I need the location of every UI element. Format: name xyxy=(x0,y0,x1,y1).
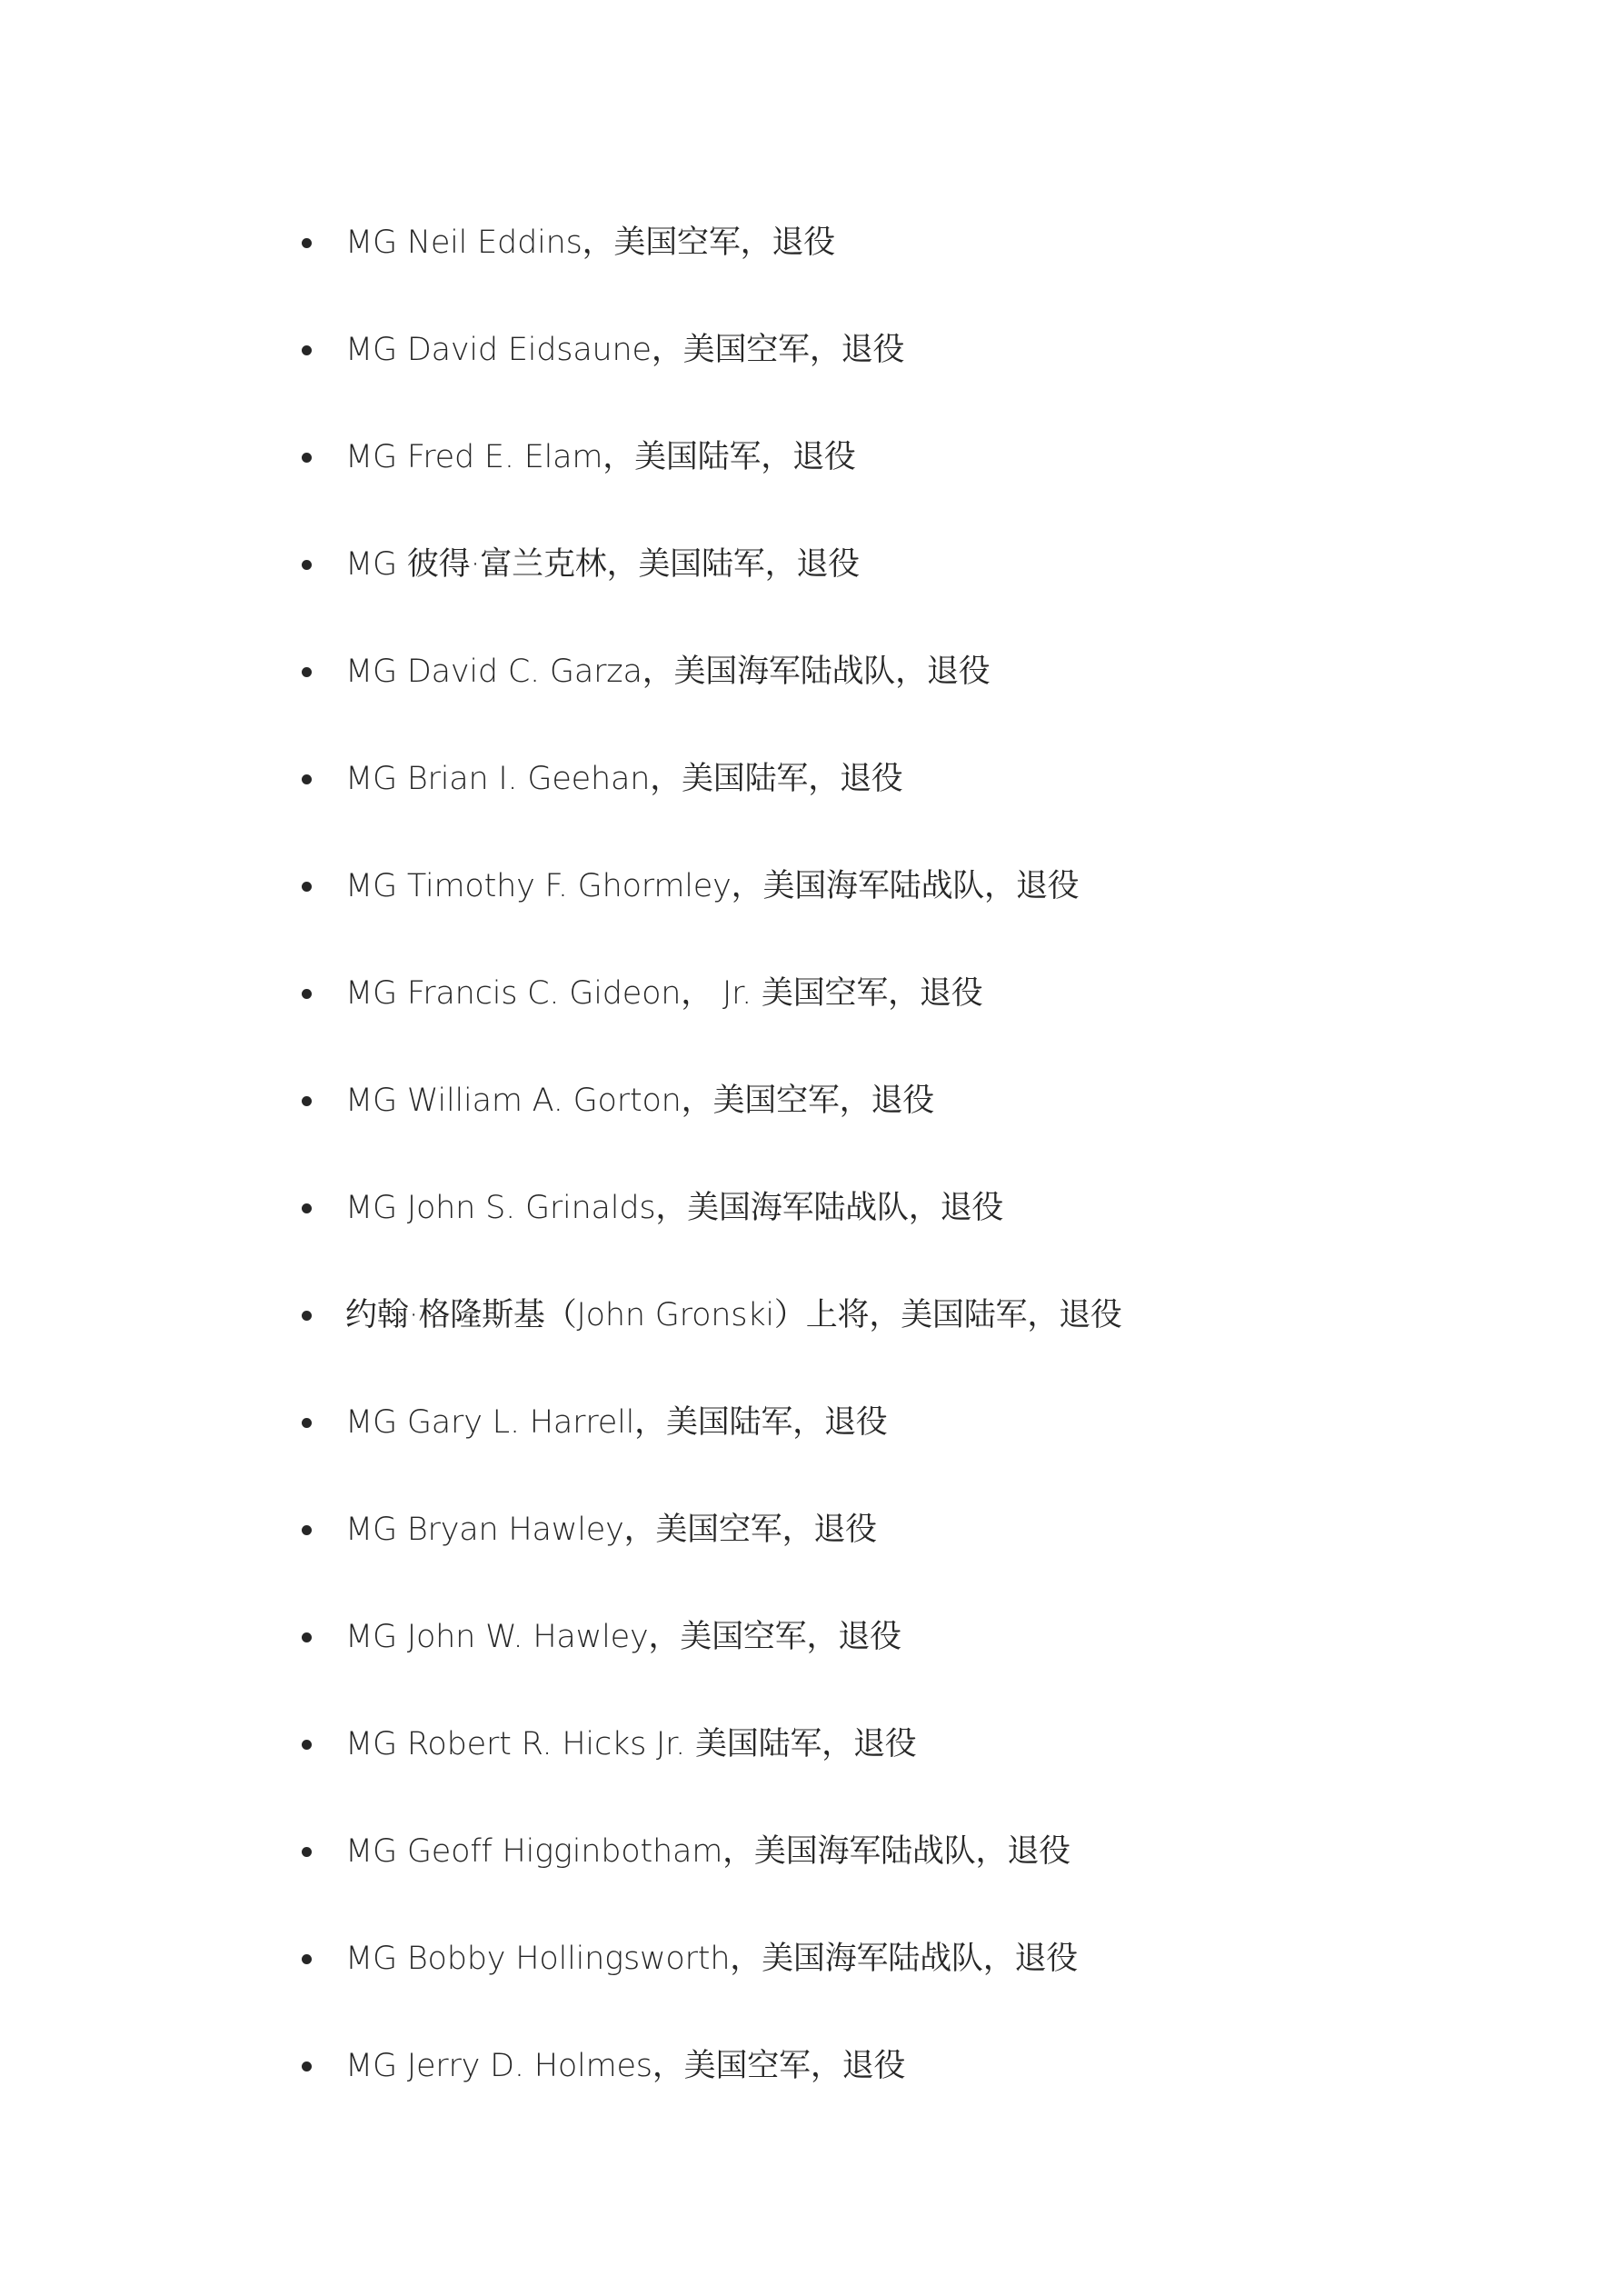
list-item-text: MG Jerry D. Holmes，美国空军，退役 xyxy=(345,2048,906,2084)
bullet-icon xyxy=(302,1203,312,1213)
list-item xyxy=(302,1611,1483,1718)
list-item xyxy=(302,1074,1483,1182)
bullet-icon xyxy=(302,1954,312,1964)
list-item xyxy=(302,860,1483,967)
list-item xyxy=(302,538,1483,645)
list-item xyxy=(302,1932,1483,2040)
list-item xyxy=(302,1396,1483,1503)
bullet-icon xyxy=(302,453,312,463)
list-item-text: MG David Eidsaune，美国空军，退役 xyxy=(345,332,905,368)
list-item-text: MG Neil Eddins，美国空军，退役 xyxy=(345,225,836,261)
bullet-icon xyxy=(302,345,312,355)
bullet-icon xyxy=(302,1525,312,1535)
bullet-icon xyxy=(302,560,312,570)
list-item-text: MG Bryan Hawley，美国空军，退役 xyxy=(345,1512,877,1548)
bullet-icon xyxy=(302,1632,312,1642)
bullet-icon xyxy=(302,667,312,677)
list-item-text: MG William A. Gorton，美国空军，退役 xyxy=(345,1083,935,1119)
list-item xyxy=(302,753,1483,860)
bullet-icon xyxy=(302,1096,312,1106)
bullet-icon xyxy=(302,238,312,248)
list-item xyxy=(302,1825,1483,1932)
list-item-text: MG Bobby Hollingsworth，美国海军陆战队，退役 xyxy=(345,1941,1079,1977)
list-item xyxy=(302,967,1483,1074)
list-item-text: MG Francis C. Gideon， Jr. 美国空军，退役 xyxy=(345,975,983,1012)
list-item xyxy=(302,216,1483,324)
list-item xyxy=(302,1718,1483,1825)
list-item-text: MG Gary L. Harrell，美国陆军，退役 xyxy=(345,1404,888,1441)
list-item-text: MG John S. Grinalds，美国海军陆战队，退役 xyxy=(345,1190,1004,1226)
list-item xyxy=(302,431,1483,538)
list-item-text: MG Timothy F. Ghormley，美国海军陆战队，退役 xyxy=(345,868,1080,904)
list-item-text: MG John W. Hawley，美国空军，退役 xyxy=(345,1619,901,1655)
bullet-icon xyxy=(302,2061,312,2071)
list-item xyxy=(302,324,1483,431)
list-item-text: MG Robert R. Hicks Jr. 美国陆军，退役 xyxy=(345,1726,917,1762)
list-item-text: MG David C. Garza，美国海军陆战队，退役 xyxy=(345,654,991,690)
bullet-icon xyxy=(302,774,312,784)
list-item-text: MG 彼得·富兰克林，美国陆军，退役 xyxy=(345,546,860,583)
officer-list xyxy=(302,216,1483,2147)
bullet-icon xyxy=(302,882,312,892)
bullet-icon xyxy=(302,1847,312,1857)
bullet-icon xyxy=(302,989,312,999)
list-item-text: 约翰·格隆斯基（John Gronski）上将，美国陆军，退役 xyxy=(345,1297,1122,1333)
list-item xyxy=(302,1503,1483,1611)
list-item-text: MG Geoff Higginbotham，美国海军陆战队，退役 xyxy=(345,1833,1070,1870)
bullet-icon xyxy=(302,1311,312,1321)
list-item xyxy=(302,1289,1483,1396)
list-item-text: MG Brian I. Geehan，美国陆军，退役 xyxy=(345,761,903,797)
bullet-icon xyxy=(302,1740,312,1750)
list-item-text: MG Fred E. Elam，美国陆军，退役 xyxy=(345,439,856,475)
list-item xyxy=(302,1182,1483,1289)
list-item xyxy=(302,645,1483,753)
bullet-icon xyxy=(302,1418,312,1428)
list-item xyxy=(302,2040,1483,2147)
